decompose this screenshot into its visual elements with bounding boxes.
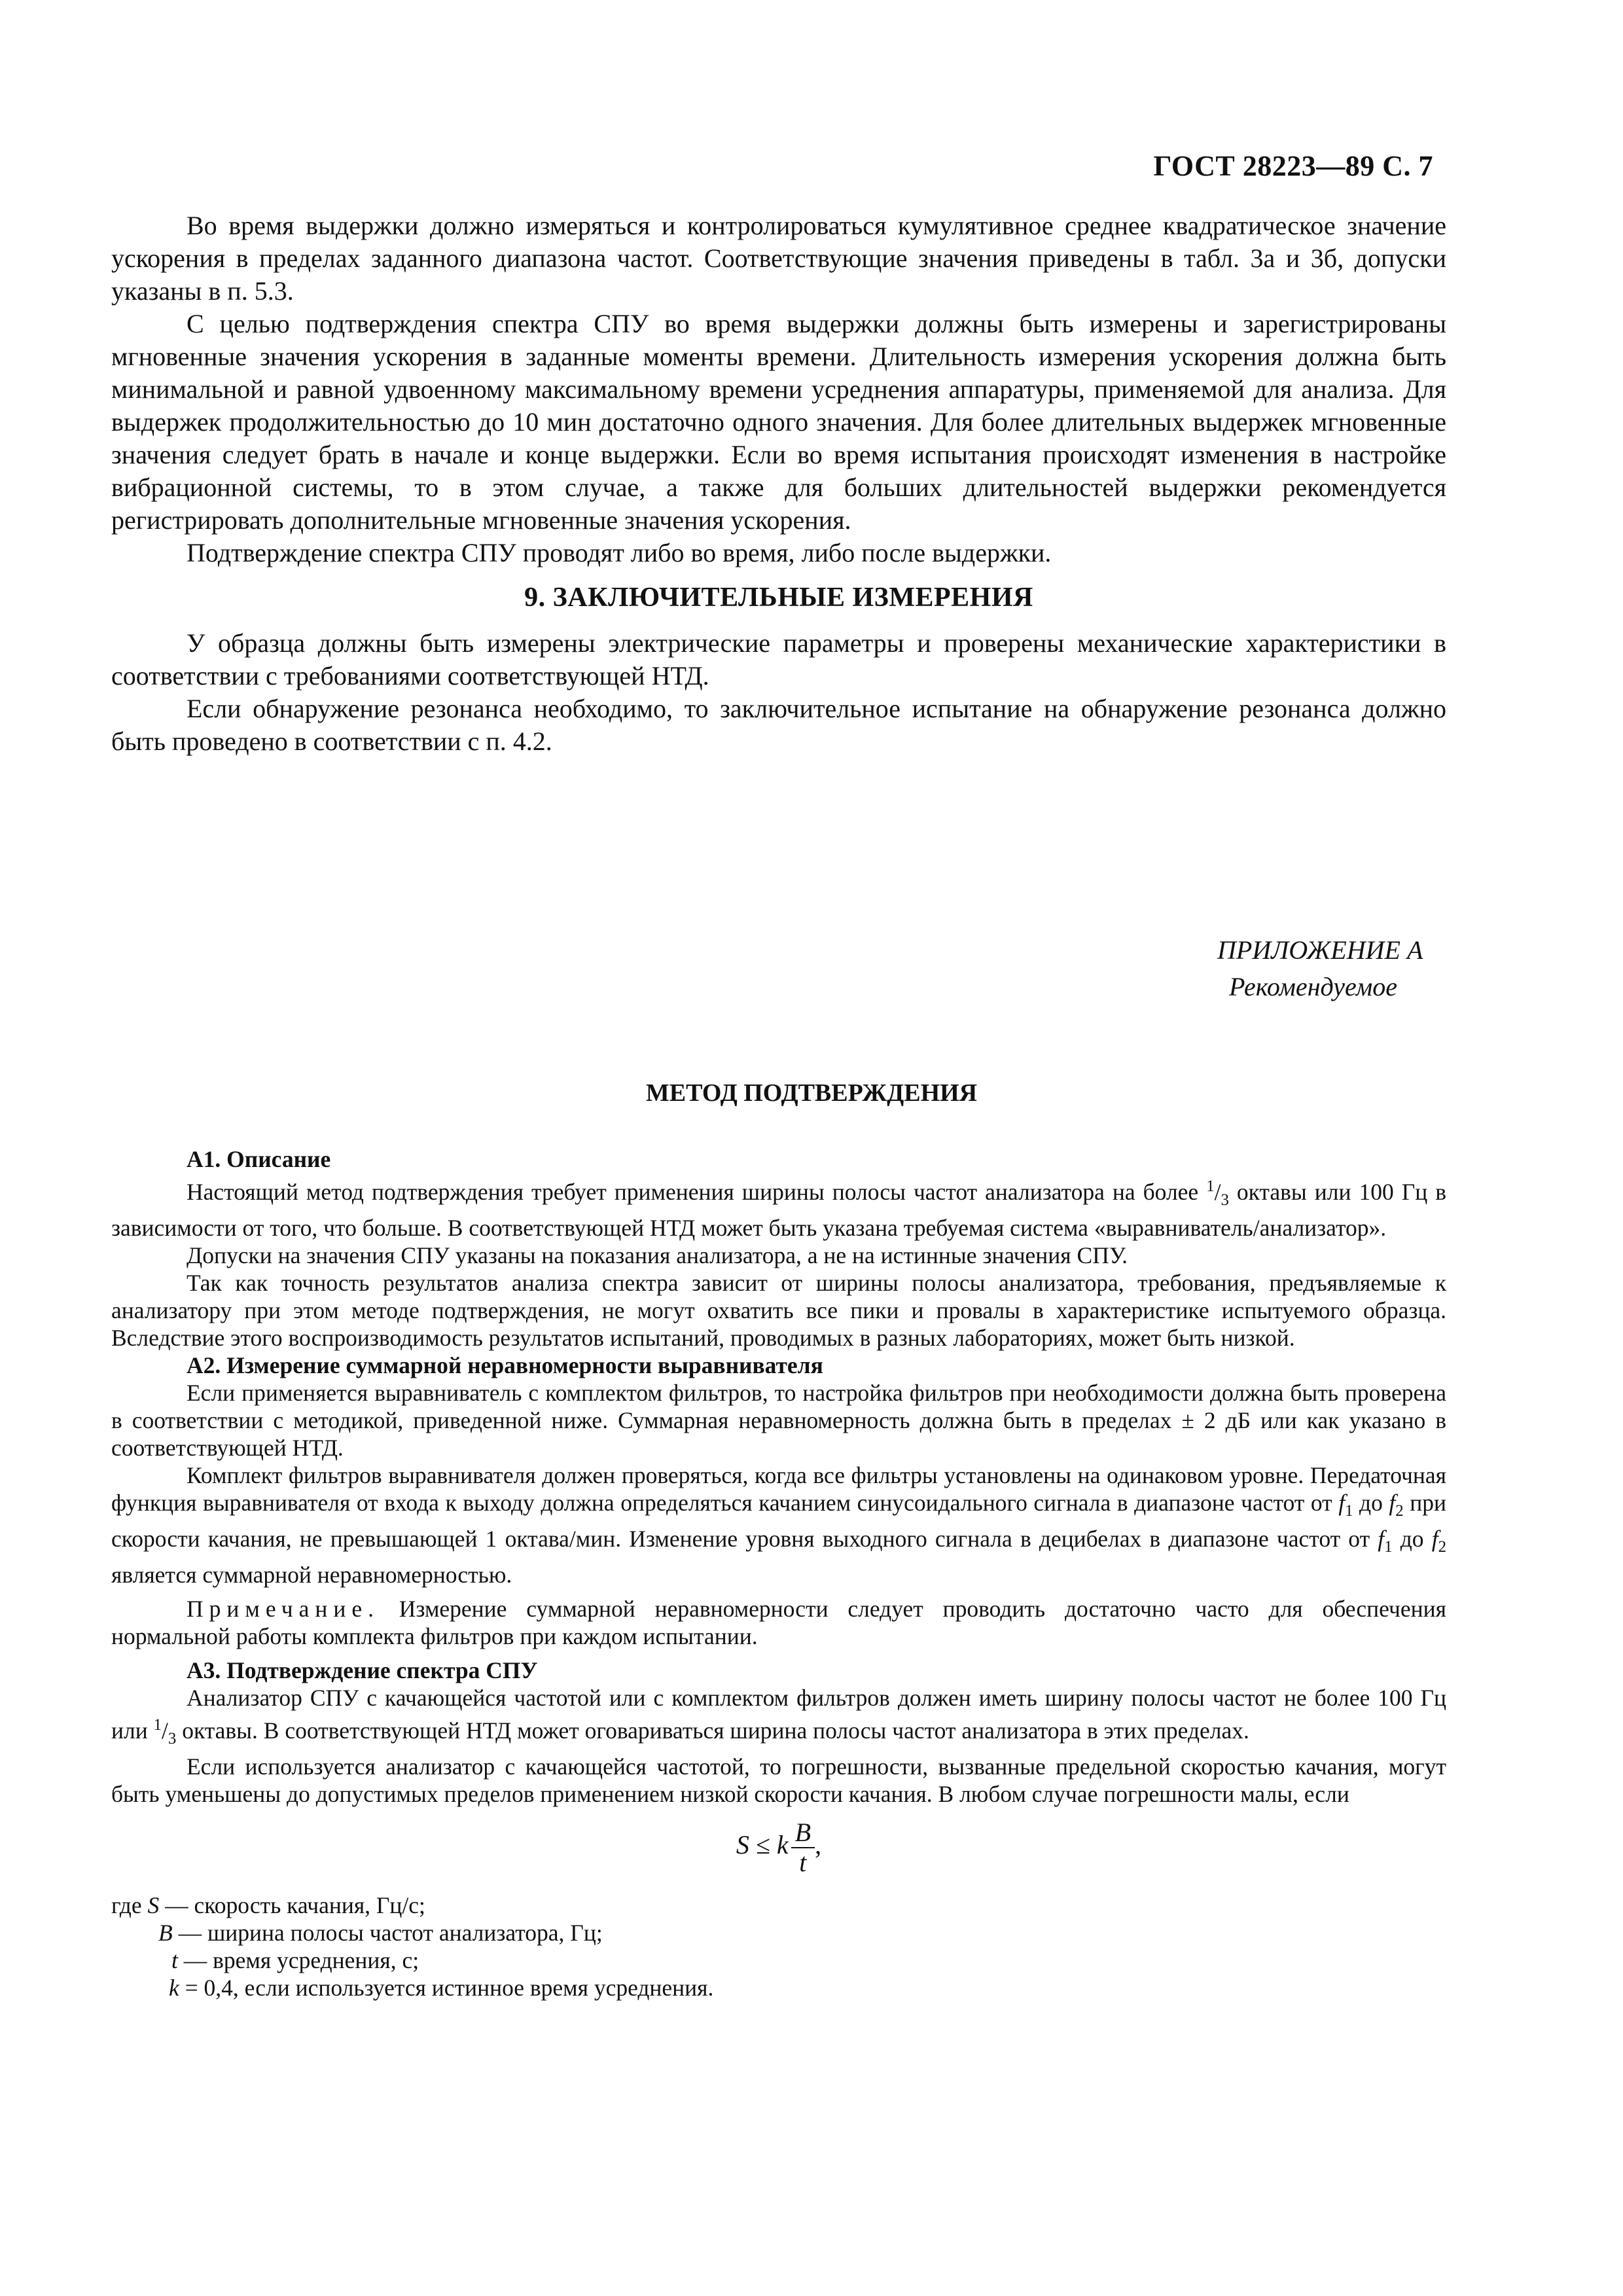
paragraph: Подтверждение спектра СПУ проводят либо во время, либо после выдержки. [187, 538, 1052, 567]
appendix-body [111, 1145, 1446, 2001]
paragraph: Если применяется выравниватель с комплектом фильтров, то настройка фильтров при необходимости должна быть проверена в соответствии с методикой, приведенной ниже. Суммарная неравномерность должна быть в пределах ± 2 дБ или как указано в соответствующей НТД. [111, 1379, 1446, 1461]
formula: S ≤ k $\frac{B}{t}$ , [736, 1818, 822, 1878]
legend-row: B — ширина полосы частот анализатора, Гц; [158, 1920, 603, 1946]
note-label: Примечание. [187, 1596, 380, 1623]
section-9-heading: 9. ЗАКЛЮЧИТЕЛЬНЫЕ ИЗМЕРЕНИЯ [524, 583, 1033, 613]
paragraph: С целью подтверждения спектра СПУ во время выдержки должны быть измерены и зарегистрированы мгновенные значения ускорения в заданные моменты времени. Длительность измерения ускорения должна быть минимальной и равной удвоенному максимальному времени усреднения аппаратуры, применяемой для анализа. Для выдержек продолжительностью до 10 мин достаточно одного значения. Для более длительных выдержек мгновенные значения следует брать в начале и конце выдержки. Если во время испытания происходят изменения в настройке вибрационной системы, то в этом случае, а также для больших длительностей выдержки рекомендуется регистрировать дополнительные мгновенные значения ускорения. [111, 309, 1446, 535]
appendix-status: Рекомендуемое [1229, 972, 1398, 1001]
paragraph: Если обнаружение резонанса необходимо, то заключительное испытание на обнаружение резонанса должно быть проведено в соответствии с п. 4.2. [111, 694, 1446, 756]
paragraph: Комплект фильтров выравнивателя должен проверяться, когда все фильтры установлены на одинаковом уровне. Передаточная функция выравнивателя от входа к выходу должна определяться качанием синусоидального сигнала в диапазоне частот от $f_1$ до $f_2$ при скорости качания, не превышающей 1 октава/мин. Изменение уровня выходного сигнала в децибелах в диапазоне частот от $f_1$ до $f_2$ является суммарной неравномерностью. [111, 1462, 1447, 1588]
paragraph: Настоящий метод подтверждения требует применения ширины полосы частот анализатора на более $^1/_3$ октавы или 100 Гц в зависимости от того, что больше. В соответствующей НТД может быть указана требуемая система «выравниватель/анализатор». [111, 1177, 1446, 1241]
page-header: ГОСТ 28223—89 С. 7 [1153, 150, 1433, 182]
legend-row: t — время усреднения, с; [171, 1947, 419, 1974]
formula-fraction: $\frac{B}{t}$ [791, 1820, 815, 1876]
subsection-heading-a2: А2. Измерение суммарной неравномерности выравнивателя [187, 1352, 823, 1378]
formula-legend [111, 1892, 1446, 2001]
subsection-heading-a1: А1. Описание [187, 1146, 331, 1172]
subsection-heading-a3: А3. Подтверждение спектра СПУ [187, 1657, 538, 1684]
appendix-label: ПРИЛОЖЕНИЕ А [1217, 935, 1423, 965]
appendix-label-block [1217, 932, 1423, 1005]
legend-row: k = 0,4, если используется истинное время усреднения. [169, 1975, 714, 2001]
paragraph: Так как точность результатов анализа спектра зависит от ширины полосы анализатора, требования, предъявляемые к анализатору при этом методе подтверждения, не могут охватить все пики и провалы в характеристике испытуемого образца. Вследствие этого воспроизводимость результатов испытаний, проводимых в разных лабораториях, может быть низкой. [111, 1269, 1446, 1351]
paragraph: Анализатор СПУ с качающейся частотой или с комплектом фильтров должен иметь ширину полосы частот не более 100 Гц или $^1/_3$ октавы. В соответствующей НТД может оговариваться ширина полосы частот анализатора в этих пределах. [111, 1685, 1446, 1748]
paragraph: У образца должны быть измерены электрические параметры и проверены механические характеристики в соответствии с требованиями соответствующей НТД. [111, 628, 1446, 691]
note: Примечание. Измерение суммарной неравномерности следует проводить достаточно часто для обеспечения нормальной работы комплекта фильтров при каждом испытании. [111, 1596, 1446, 1650]
section-8-body [111, 209, 1446, 758]
paragraph: Допуски на значения СПУ указаны на показания анализатора, а не на истинные значения СПУ. [187, 1242, 1128, 1268]
legend-row: где S — скорость качания, Гц/с; [111, 1892, 425, 1919]
paragraph: Если используется анализатор с качающейся частотой, то погрешности, вызванные предельной скоростью качания, могут быть уменьшены до допустимых пределов применением низкой скорости качания. В любом случае погрешности малы, если [111, 1753, 1446, 1808]
appendix-title: МЕТОД ПОДТВЕРЖДЕНИЯ [645, 1079, 978, 1107]
paragraph: Во время выдержки должно измеряться и контролироваться кумулятивное среднее квадратическое значение ускорения в пределах заданного диапазона частот. Соответствующие значения приведены в табл. 3а и 3б, допуски указаны в п. 5.3. [111, 211, 1446, 306]
